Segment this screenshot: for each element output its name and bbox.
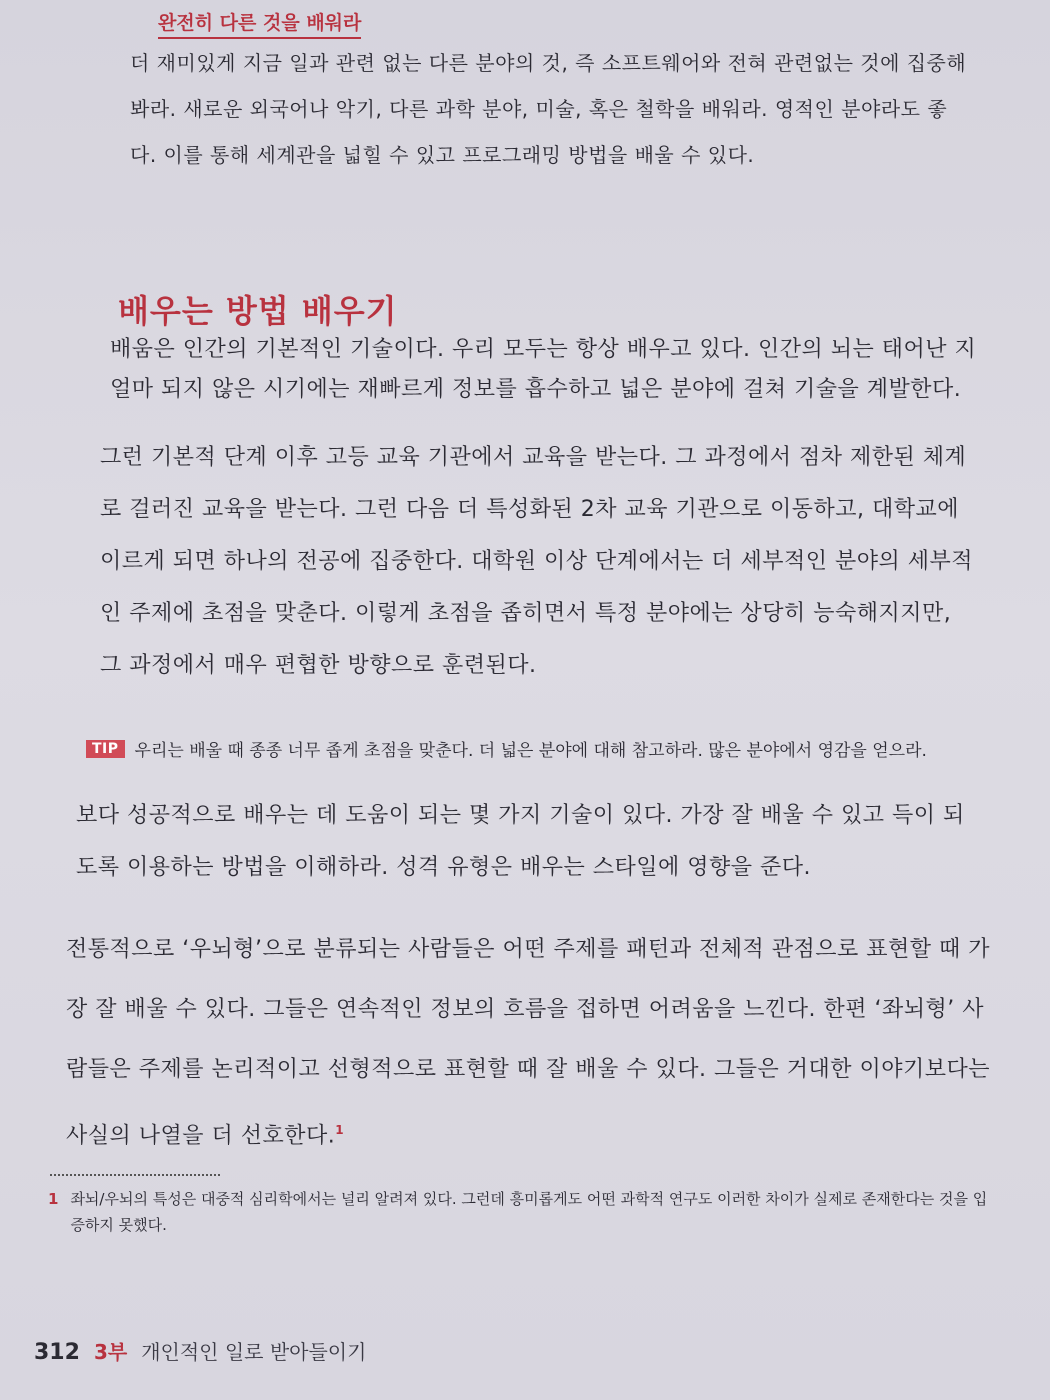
footnote-divider [50,1174,220,1176]
footnote-text: 좌뇌/우뇌의 특성은 대중적 심리학에서는 널리 알려져 있다. 그런데 흥미롭게도 어떤 과학적 연구도 이러한 차이가 실제로 존재한다는 것을 입증하지 못했다. [70,1190,988,1234]
tip-box [86,736,986,761]
paragraph-3: 보다 성공적으로 배우는 데 도움이 되는 몇 가지 기술이 있다. 가장 잘 배울 수 있고 득이 되도록 이용하는 방법을 이해하라. 성격 유형은 배우는 스타일에 영향을 준다. [76,803,965,880]
section-title: 배우는 방법 배우기 [118,292,398,330]
part-label: 3부 [93,1340,128,1364]
paragraph-4-text: 전통적으로 ‘우뇌형’으로 분류되는 사람들은 어떤 주제를 패턴과 전체적 관점으로 표현할 때 가장 잘 배울 수 있다. 그들은 연속적인 정보의 흐름을 접하면 어려움을 느낀다. 한편 ‘좌뇌형’ 사람들은 주제를 논리적이고 선형적으로 표현할 때 잘 배울 수 있다. 그들은 거대한 이야기보다는 사실의 나열을 더 선호한다. [66,937,990,1149]
paragraph-1: 배움은 인간의 기본적인 기술이다. 우리 모두는 항상 배우고 있다. 인간의 뇌는 태어난 지 얼마 되지 않은 시기에는 재빠르게 정보를 흡수하고 넓은 분야에 걸쳐 기술을 계발한다. [110,337,977,402]
chapter-title: 개인적인 일로 받아들이기 [141,1340,367,1364]
page-footer [34,1336,366,1365]
tip-badge: TIP [86,740,125,758]
footnote-number: 1 [48,1190,59,1208]
page-number: 312 [34,1340,80,1365]
paragraph-4 [66,920,996,1166]
subsection-heading: 완전히 다른 것을 배워라 [158,8,361,39]
paragraph-2: 그런 기본적 단계 이후 고등 교육 기관에서 교육을 받는다. 그 과정에서 점차 제한된 체계로 걸러진 교육을 받는다. 그런 다음 더 특성화된 2차 교육 기관으로 이동하고, 대학교에 이르게 되면 하나의 전공에 집중한다. 대학원 이상 단계에서는 더 세부적인 분야의 세부적인 주제에 초점을 맞춘다. 이렇게 초점을 좁히면서 특정 분야에는 상당히 능숙해지지만, 그 과정에서 매우 편협한 방향으로 훈련된다. [100,445,973,678]
footnote-reference: 1 [335,1123,345,1137]
footnote [48,1186,998,1238]
subsection-paragraph: 더 재미있게 지금 일과 관련 없는 다른 분야의 것, 즉 소프트웨어와 전혀 관련없는 것에 집중해봐라. 새로운 외국어나 악기, 다른 과학 분야, 미술, 혹은 철학을 배워라. 영적인 분야라도 좋다. 이를 통해 세계관을 넓힐 수 있고 프로그래밍 방법을 배울 수 있다. [130,51,967,167]
tip-text: 우리는 배울 때 종종 너무 좁게 초점을 맞춘다. 더 넓은 분야에 대해 참고하라. 많은 분야에서 영감을 얻으라. [134,741,927,761]
